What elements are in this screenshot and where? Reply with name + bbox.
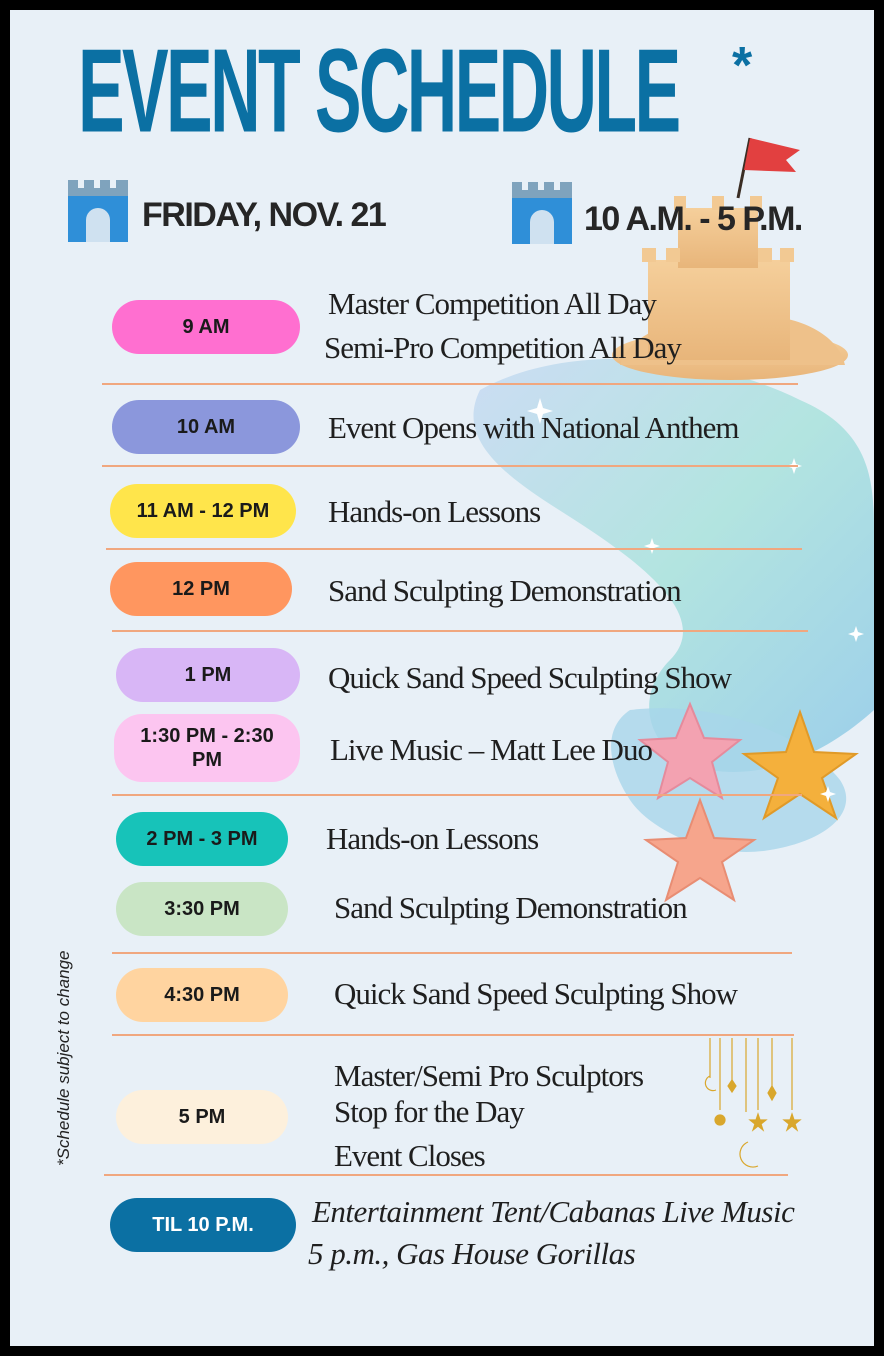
time-pill-11am: 11 AM - 12 PM [110, 484, 296, 538]
hanging-decorations [705, 1038, 800, 1167]
time-pill-5pm: 5 PM [116, 1090, 288, 1144]
event-text: Quick Sand Speed Sculpting Show [328, 660, 731, 695]
divider [112, 1034, 794, 1036]
time-pill-til-10pm: TIL 10 P.M. [110, 1198, 296, 1252]
event-text: Live Music – Matt Lee Duo [330, 732, 652, 767]
time-pill-10am: 10 AM [112, 400, 300, 454]
event-text: Sand Sculpting Demonstration [334, 890, 687, 925]
event-text: Master/Semi Pro Sculptors [334, 1058, 644, 1093]
entertainment-text: Entertainment Tent/Cabanas Live Music [312, 1194, 795, 1229]
divider [112, 952, 792, 954]
event-text: Hands-on Lessons [326, 821, 539, 856]
event-text: Master Competition All Day [328, 286, 656, 321]
castle-icon [510, 182, 574, 246]
time-pill-330pm: 3:30 PM [116, 882, 288, 936]
time-pill-130pm: 1:30 PM - 2:30 PM [114, 714, 300, 782]
page-title: EVENT SCHEDULE [78, 25, 679, 158]
time-pill-9am: 9 AM [112, 300, 300, 354]
schedule-note: *Schedule subject to change [54, 950, 73, 1166]
event-text: Event Opens with National Anthem [328, 410, 739, 445]
time-pill-430pm: 4:30 PM [116, 968, 288, 1022]
event-text: Hands-on Lessons [328, 494, 541, 529]
time-pill-2pm: 2 PM - 3 PM [116, 812, 288, 866]
divider [112, 794, 802, 796]
event-text: Event Closes [334, 1138, 485, 1173]
divider [104, 1174, 788, 1176]
time-pill-1pm: 1 PM [116, 648, 300, 702]
event-text: Quick Sand Speed Sculpting Show [334, 976, 737, 1011]
event-hours: 10 A.M. - 5 P.M. [584, 200, 802, 238]
event-date: FRIDAY, NOV. 21 [142, 196, 386, 234]
divider [102, 465, 798, 467]
event-text: Sand Sculpting Demonstration [328, 573, 681, 608]
time-pill-12pm: 12 PM [110, 562, 292, 616]
divider [112, 630, 808, 632]
divider [106, 548, 802, 550]
event-text: Stop for the Day [334, 1094, 524, 1129]
divider [102, 383, 798, 385]
entertainment-text: 5 p.m., Gas House Gorillas [308, 1236, 636, 1271]
title-asterisk: * [732, 37, 753, 95]
event-poster [10, 10, 874, 1346]
event-text: Semi-Pro Competition All Day [324, 330, 681, 365]
castle-icon [66, 180, 130, 244]
